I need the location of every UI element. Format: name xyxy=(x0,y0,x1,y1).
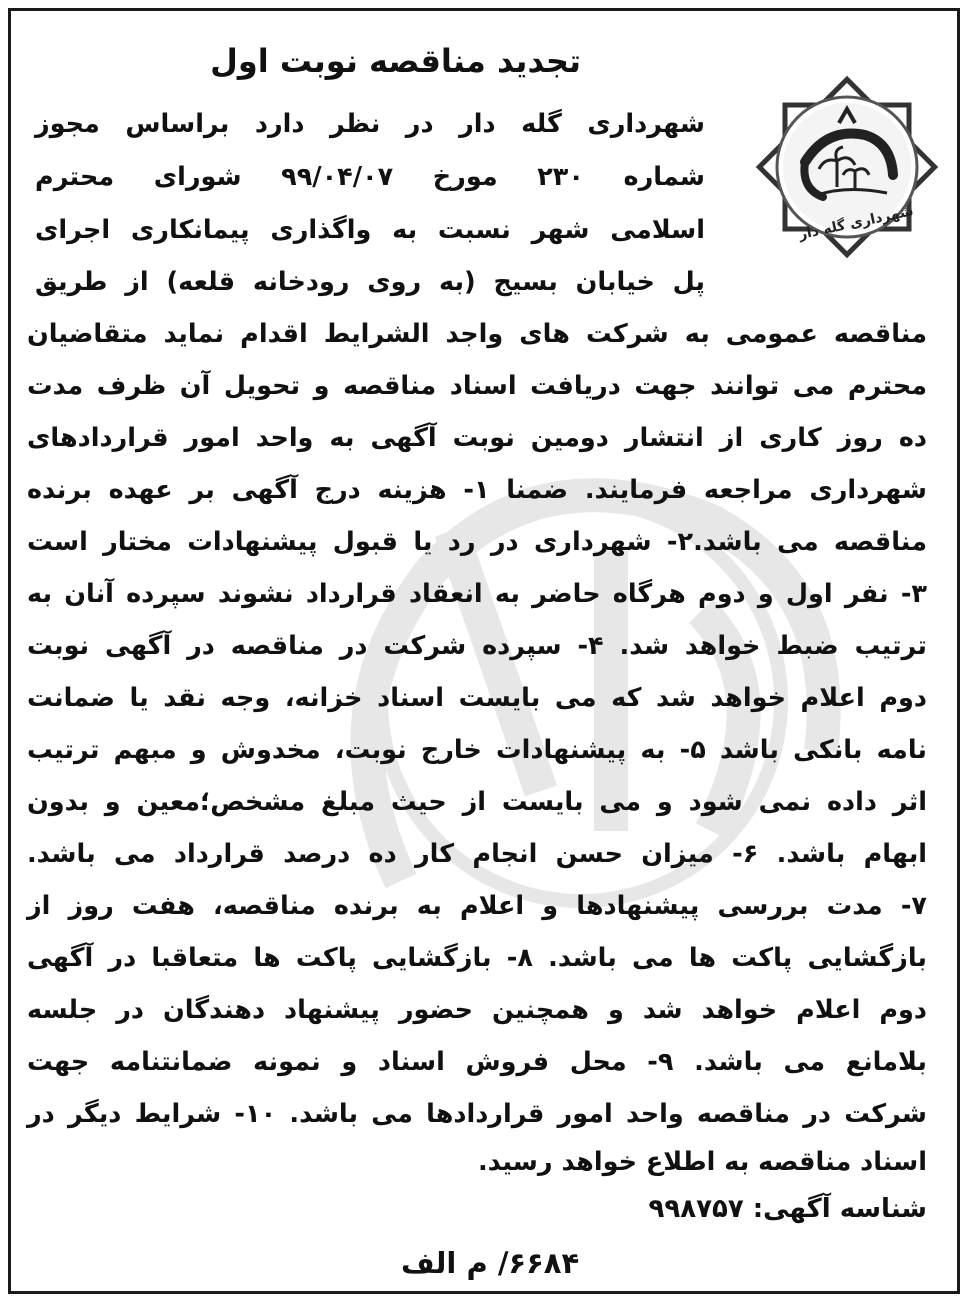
body-line-14: اثر داده نمی شود و می بایست از حیث مبلغ مشخص؛معین و بدون xyxy=(27,787,927,817)
body-line-17: بازگشایی پاکت ها می باشد. ۸- بازگشایی پاکت ها متعاقبا در آگهی xyxy=(27,943,928,973)
body-line-2: شماره ۲۳۰ مورخ ۹۹/۰۴/۰۷ شورای محترم xyxy=(35,162,705,192)
body-line-11: ترتیب ضبط خواهد شد. ۴- سپرده شرکت در مناقصه در آگهی نوبت xyxy=(27,631,927,661)
ad-code: ۶۶۸۴/ م الف xyxy=(401,1246,580,1280)
body-line-5: مناقصه عمومی به شرکت های واجد الشرایط اقدام نماید متقاضیان xyxy=(27,319,927,349)
body-line-10: ۳- نفر اول و دوم هرگاه حاضر به انعقاد قرارداد نشوند سپرده آنان به xyxy=(27,579,927,609)
notice-id-value: ۹۹۸۷۵۷ xyxy=(648,1194,744,1224)
notice-id-label: شناسه آگهی: xyxy=(752,1194,927,1224)
notice-title: تجدید مناقصه نوبت اول xyxy=(210,42,581,80)
body-line-7: ده روز کاری از انتشار دومین نوبت آگهی به واحد امور قراردادهای xyxy=(27,423,927,453)
body-line-21: اسناد مناقصه به اطلاع خواهد رسید. xyxy=(477,1147,927,1177)
body-line-18: دوم اعلام خواهد شد و همچنین حضور پیشنهاد دهندگان در جلسه xyxy=(27,995,927,1025)
body-line-16: ۷- مدت بررسی پیشنهادها و اعلام به برنده مناقصه، هفت روز از xyxy=(27,891,927,921)
body-line-1: شهرداری گله دار در نظر دارد براساس مجوز xyxy=(35,109,705,139)
body-line-8: شهرداری مراجعه فرمایند. ضمنا ۱- هزینه درج آگهی بر عهده برنده xyxy=(27,475,927,505)
municipality-logo-icon xyxy=(733,75,960,259)
body-line-9: مناقصه می باشد.۲- شهرداری در رد یا قبول پیشنهادات مختار است xyxy=(27,527,927,557)
notice-frame xyxy=(8,8,960,1294)
body-line-13: نامه بانکی باشد ۵- به پیشنهادات خارج نوبت، مخدوش و مبهم ترتیب xyxy=(27,735,927,765)
body-line-15: ابهام باشد. ۶- میزان حسن انجام کار ده درصد قرارداد می باشد. xyxy=(27,839,928,869)
body-line-12: دوم اعلام خواهد شد که می بایست اسناد خزانه، وجه نقد یا ضمانت xyxy=(27,683,927,713)
body-line-4: پل خیابان بسیج (به روی رودخانه قلعه) از طریق xyxy=(35,267,705,297)
body-line-3: اسلامی شهر نسبت به واگذاری پیمانکاری اجرای xyxy=(35,215,705,245)
body-line-20: شرکت در مناقصه واحد امور قراردادها می باشد. ۱۰- شرایط دیگر در xyxy=(27,1099,927,1129)
body-line-19: بلامانع می باشد. ۹- محل فروش اسناد و نمونه ضمانتنامه جهت xyxy=(27,1047,927,1077)
logo-text: شهرداری گله دار xyxy=(797,203,915,244)
body-line-6: محترم می توانند جهت دریافت اسناد مناقصه و تحویل آن ظرف مدت xyxy=(27,371,927,401)
notice-id xyxy=(648,1189,927,1229)
